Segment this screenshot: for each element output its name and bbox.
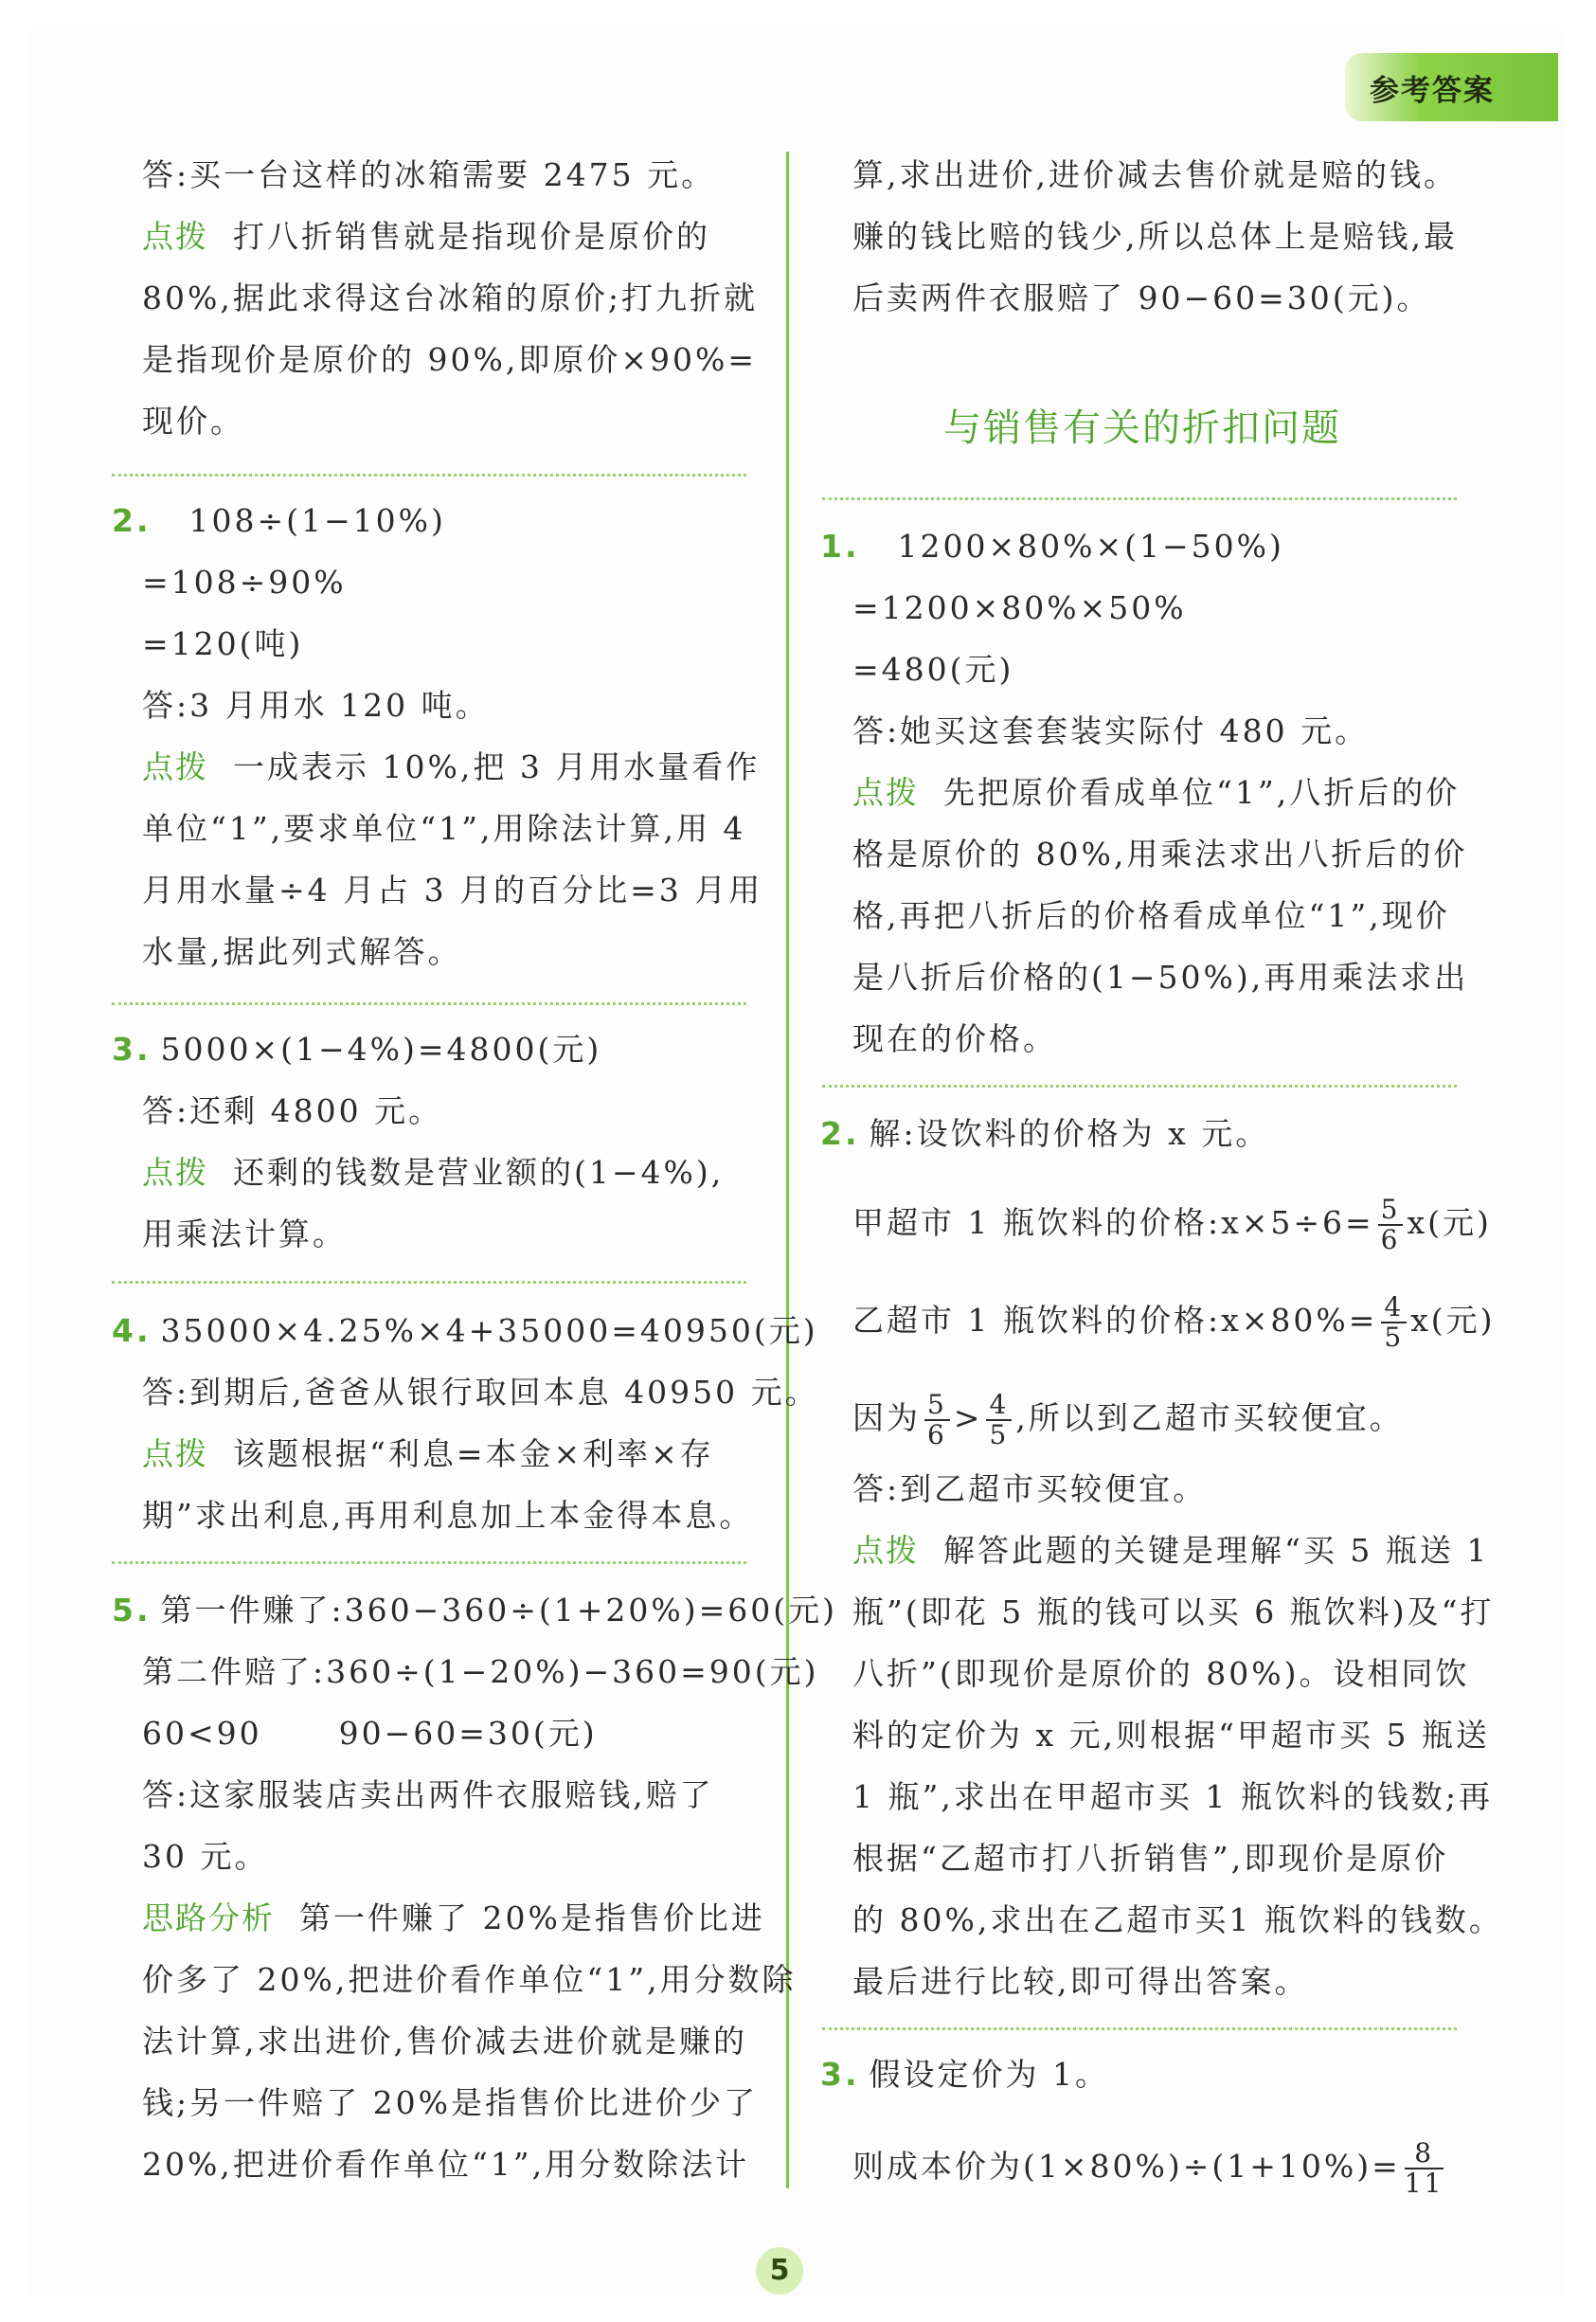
denominator: 11 (1404, 2168, 1444, 2199)
dotted-separator (822, 1085, 1457, 1088)
text-line: 价多了 20%,把进价看作单位“1”,用分数除 (142, 1961, 797, 1998)
text-line: 料的定价为 x 元,则根据“甲超市买 5 瓶送 (852, 1717, 1490, 1754)
formula: 1200×80%×(1−50%) (897, 528, 1284, 565)
text-line: 赚的钱比赔的钱少,所以总体上是赔钱,最 (852, 218, 1458, 255)
text-line: 水量,据此列式解答。 (142, 933, 462, 970)
formula-line: 60<90 90−60=30(元) (142, 1715, 598, 1752)
question-line (820, 528, 1284, 566)
fraction (1405, 2139, 1444, 2198)
question-number: 4. (112, 1312, 152, 1349)
tip-label: 点拨 (142, 1154, 208, 1191)
dotted-separator (112, 1561, 746, 1564)
answer-line: 答:这家服装店卖出两件衣服赔钱,赔了 (142, 1776, 714, 1813)
question-line (112, 1312, 818, 1350)
analysis-label: 思路分析 (142, 1899, 275, 1936)
text-line: 是指现价是原价的 90%,即原价×90%= (142, 341, 757, 378)
text-line: 八折”(即现价是原价的 80%)。设相同饮 (852, 1655, 1470, 1692)
page-number: 5 (756, 2247, 803, 2295)
tip-label: 点拨 (852, 1532, 919, 1569)
question-number: 1. (820, 528, 860, 565)
formula: 35000×4.25%×4+35000=40950(元) (160, 1312, 818, 1349)
section-title: 与销售有关的折扣问题 (943, 406, 1341, 450)
question-number: 5. (112, 1592, 152, 1629)
text-line: 现在的价格。 (852, 1020, 1057, 1057)
question-number: 2. (820, 1115, 860, 1152)
answer-line: 答:到期后,爸爸从银行取回本息 40950 元。 (142, 1374, 819, 1411)
text-line: 格是原价的 80%,用乘法求出八折后的价 (852, 836, 1468, 873)
text-line: 法计算,求出进价,售价减去进价就是赚的 (142, 2023, 747, 2060)
text-line: 是八折后价格的(1−50%),再用乘法求出 (852, 959, 1469, 996)
formula-text: 甲超市 1 瓶饮料的价格:x×5÷6= (852, 1204, 1374, 1241)
tip-line (852, 1532, 1489, 1570)
text-line: 单位“1”,要求单位“1”,用除法计算,用 4 (142, 810, 746, 847)
numerator: 4 (1381, 1293, 1407, 1323)
denominator: 6 (927, 1419, 947, 1450)
numerator: 8 (1405, 2139, 1444, 2169)
text-line: 钱;另一件赔了 20%是指售价比进价少了 (142, 2084, 758, 2121)
text-line: 1 瓶”,求出在甲超市买 1 瓶饮料的钱数;再 (852, 1778, 1493, 1815)
answer-line: 答:她买这套套装实际付 480 元。 (852, 712, 1370, 749)
text-line: 月用水量÷4 月占 3 月的百分比=3 月用 (142, 872, 763, 909)
fraction (1381, 1293, 1407, 1352)
text-line: 瓶”(即花 5 瓶的钱可以买 6 瓶饮料)及“打 (852, 1593, 1495, 1630)
tip-text: 先把原价看成单位“1”,八折后的价 (943, 774, 1461, 811)
denominator: 5 (989, 1419, 1010, 1450)
text-line: 根据“乙超市打八折销售”,即现价是原价 (852, 1840, 1449, 1877)
tip-label: 点拨 (142, 1435, 208, 1472)
formula-line (852, 1391, 1404, 1449)
formula: 108÷(1−10%) (188, 502, 446, 539)
tip-label: 点拨 (142, 218, 208, 255)
question-line (112, 1592, 837, 1629)
tip-text: 该题根据“利息=本金×利率×存 (233, 1435, 714, 1472)
formula-line: =120(吨) (142, 625, 304, 662)
text-line: 格,再把八折后的价格看成单位“1”,现价 (852, 897, 1450, 934)
formula-text: ,所以到乙超市买较便宜。 (1015, 1399, 1404, 1436)
text-line: 现价。 (142, 403, 244, 440)
formula-text: x(元) (1407, 1204, 1492, 1241)
text-line: 80%,据此求得这台冰箱的原价;打九折就 (142, 279, 758, 316)
formula-line (852, 1293, 1496, 1352)
formula-line (852, 2139, 1447, 2198)
formula-text: 因为 (852, 1399, 921, 1436)
dotted-separator (112, 1002, 746, 1005)
answer-line: 答:还剩 4800 元。 (142, 1092, 443, 1129)
answer-line: 30 元。 (142, 1838, 269, 1875)
text-line: 答:买一台这样的冰箱需要 2475 元。 (142, 156, 716, 193)
numerator: 4 (986, 1391, 1012, 1421)
tip-text: 一成表示 10%,把 3 月用水量看作 (233, 748, 761, 785)
fraction (924, 1391, 950, 1449)
formula-text: x(元) (1410, 1302, 1496, 1339)
formula-line: =480(元) (852, 651, 1014, 688)
tip-line (142, 1435, 714, 1473)
tip-line (142, 748, 760, 786)
answer-key-badge (1345, 53, 1558, 121)
column-divider (786, 152, 789, 2188)
tip-line (142, 1154, 724, 1192)
formula-line: 第二件赔了:360÷(1−20%)−360=90(元) (142, 1653, 819, 1690)
denominator: 6 (1380, 1224, 1401, 1255)
formula: 第一件赚了:360−360÷(1+20%)=60(元) (160, 1592, 838, 1629)
tip-text: 解答此题的关键是理解“买 5 瓶送 1 (943, 1532, 1490, 1569)
formula-line (852, 1196, 1492, 1254)
tip-line (142, 218, 710, 256)
text-line: 期”求出利息,再用利息加上本金得本息。 (142, 1497, 754, 1534)
tip-line (142, 1899, 765, 1937)
tip-text: 第一件赚了 20%是指售价比进 (299, 1899, 765, 1936)
question-number: 3. (112, 1031, 152, 1068)
formula: 解:设饮料的价格为 x 元。 (869, 1115, 1270, 1152)
text-line: 20%,把进价看作单位“1”,用分数除法计 (142, 2146, 750, 2183)
tip-text: 还剩的钱数是营业额的(1−4%), (233, 1154, 725, 1191)
numerator: 5 (1378, 1196, 1404, 1226)
text-line: 的 80%,求出在乙超市买1 瓶饮料的钱数。 (852, 1901, 1503, 1938)
tip-label: 点拨 (852, 774, 919, 811)
fraction (1378, 1196, 1404, 1254)
question-line (820, 2056, 1109, 2094)
fraction (986, 1391, 1012, 1449)
tip-label: 点拨 (142, 748, 208, 785)
badge-label: 参考答案 (1370, 74, 1495, 108)
dotted-separator (112, 1281, 746, 1284)
formula-line: =108÷90% (142, 564, 347, 601)
tip-line (852, 774, 1460, 812)
formula-text: 则成本价为(1×80%)÷(1+10%)= (852, 2148, 1401, 2185)
question-number: 2. (112, 502, 152, 539)
formula: 假设定价为 1。 (869, 2056, 1109, 2093)
tip-text: 打八折销售就是指现价是原价的 (233, 218, 710, 255)
question-line (112, 502, 446, 540)
dotted-separator (112, 474, 746, 477)
text-line: 最后进行比较,即可得出答案。 (852, 1963, 1309, 2000)
dotted-separator (822, 497, 1457, 500)
question-line (820, 1115, 1269, 1153)
numerator: 5 (924, 1391, 950, 1421)
text-line: 用乘法计算。 (142, 1215, 347, 1252)
formula-line: =1200×80%×50% (852, 589, 1187, 626)
formula-text: > (953, 1399, 983, 1436)
question-line (112, 1031, 601, 1069)
formula: 5000×(1−4%)=4800(元) (160, 1031, 602, 1068)
question-number: 3. (820, 2056, 860, 2093)
answer-line: 答:3 月用水 120 吨。 (142, 687, 490, 724)
text-line: 后卖两件衣服赔了 90−60=30(元)。 (852, 279, 1431, 316)
denominator: 5 (1384, 1322, 1405, 1353)
dotted-separator (822, 2027, 1457, 2030)
answer-line: 答:到乙超市买较便宜。 (852, 1470, 1208, 1507)
formula-text: 乙超市 1 瓶饮料的价格:x×80%= (852, 1302, 1378, 1339)
text-line: 算,求出进价,进价减去售价就是赔的钱。 (852, 156, 1458, 193)
